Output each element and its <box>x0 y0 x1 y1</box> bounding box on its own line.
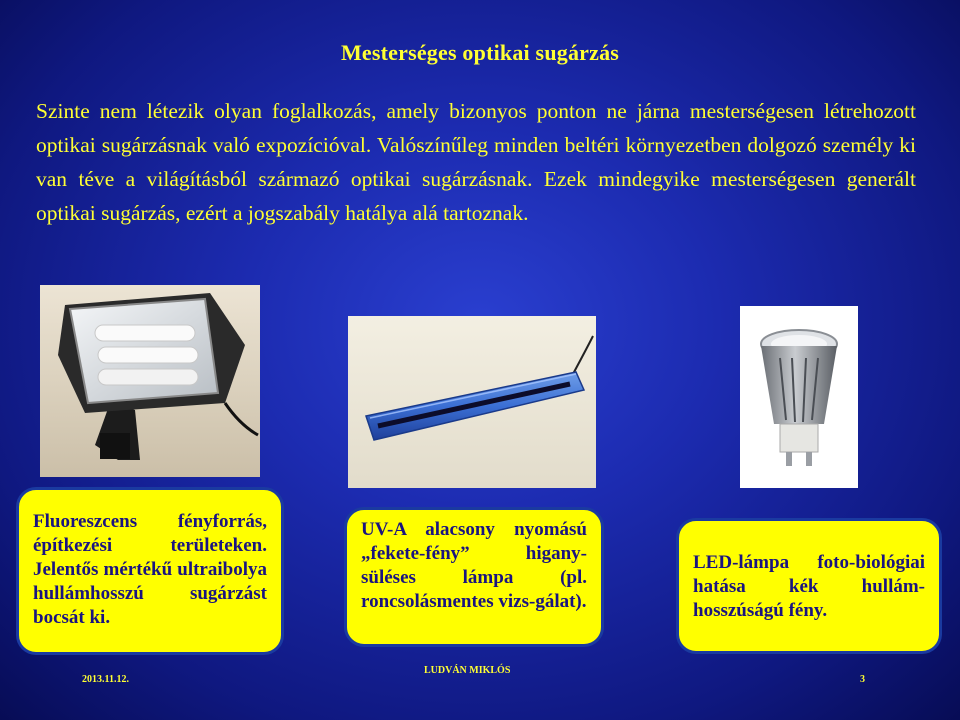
uva-tube-photo <box>348 316 596 488</box>
slide-title: Mesterséges optikai sugárzás <box>340 40 620 65</box>
footer-date: 2013.11.12. <box>82 674 129 685</box>
footer-page-number: 3 <box>860 674 865 685</box>
fluorescent-lamp-photo <box>40 285 260 477</box>
footer-author: LUDVÁN MIKLÓS <box>424 665 511 676</box>
uva-caption: UV-A alacsony nyomású „fekete-fény” higany-süléses lámpa (pl. roncsolásmentes vizs-gálat). <box>344 507 604 647</box>
led-lamp-photo <box>740 306 858 488</box>
intro-paragraph: Szinte nem létezik olyan foglalkozás, amely bizonyos ponton ne járna mesterségesen létrehozott optikai sugárzásnak való expozícióval. Valószínűleg minden beltéri környezetben dolgozó személy ki van téve a világításból származó optikai sugárzásnak. Ezek mindegyike mesterségesen generált optikai sugárzás, ezért a jogszabály hatálya alá tartoznak. <box>36 99 916 225</box>
led-caption: LED-lámpa foto-biológiai hatása kék hullám-hosszúságú fény. <box>676 518 942 654</box>
fluorescent-caption: Fluoreszcens fényforrás, építkezési területeken. Jelentős mértékű ultraibolya hullámhosszú sugárzást bocsát ki. <box>16 487 284 655</box>
